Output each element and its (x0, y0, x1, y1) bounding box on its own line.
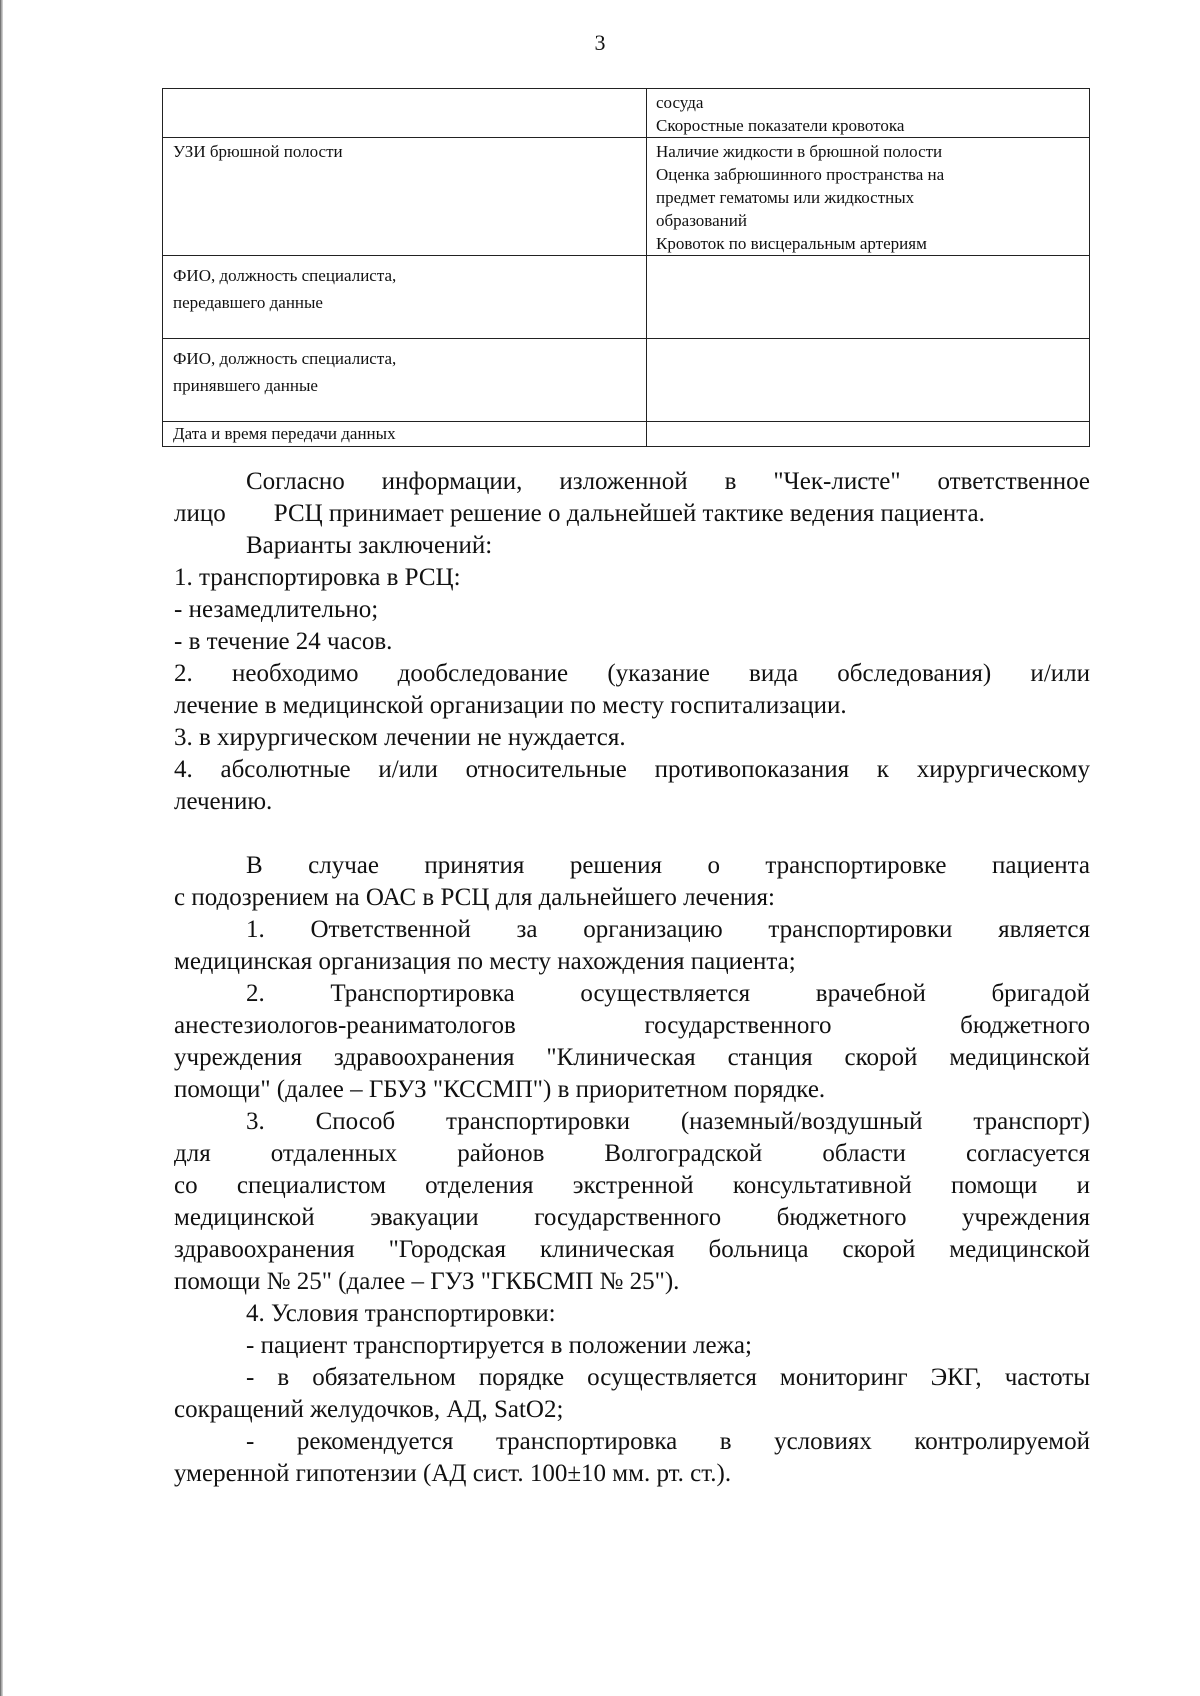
table-cell (647, 422, 1090, 447)
list-item: лечение в медицинской организации по месту госпитализации. (174, 692, 847, 719)
paragraph-line: 2. Транспортировка осуществляется врачебной бригадой (246, 980, 1090, 1007)
scan-edge (0, 0, 3, 1696)
paragraph-line: Варианты заключений: (246, 532, 493, 559)
paragraph-line: 1. Ответственной за организацию транспортировки является (246, 916, 1090, 943)
cell-line: предмет гематомы или жидкостных (656, 188, 915, 207)
list-item: - незамедлительно; (174, 596, 379, 623)
page-number: 3 (594, 30, 606, 55)
cell-line: Скоростные показатели кровотока (656, 116, 905, 135)
cell-line: Оценка забрюшинного пространства на (656, 165, 945, 184)
table-cell (647, 138, 1090, 256)
paragraph-line: медицинской эвакуации государственного бюджетного учреждения (174, 1204, 1090, 1231)
table-cell (163, 339, 647, 422)
list-item: - в течение 24 часов. (174, 628, 393, 655)
paragraph-line: сокращений желудочков, АД, SatO2; (174, 1396, 564, 1423)
cell-line: ФИО, должность специалиста, (173, 349, 397, 368)
paragraph-line: - в обязательном порядке осуществляется мониторинг ЭКГ, частоты (246, 1364, 1090, 1391)
table-row (163, 256, 1090, 339)
paragraph-line: умеренной гипотензии (АД сист. 100±10 мм. рт. ст.). (174, 1460, 732, 1487)
cell-line: ФИО, должность специалиста, (173, 266, 397, 285)
cell-line: Дата и время передачи данных (173, 424, 396, 443)
table-cell (163, 138, 647, 256)
paragraph-line: - рекомендуется транспортировка в условиях контролируемой (246, 1428, 1090, 1455)
paragraph-line: 3. Способ транспортировки (наземный/воздушный транспорт) (246, 1108, 1090, 1135)
paragraph-line: учреждения здравоохранения "Клиническая станция скорой медицинской (174, 1044, 1090, 1071)
paragraph-line: анестезиологов-реаниматологов государственного бюджетного (174, 1012, 1090, 1039)
cell-line: образований (656, 211, 747, 230)
table-cell (647, 339, 1090, 422)
table-cell (163, 256, 647, 339)
table-cell (163, 422, 647, 447)
table-row (163, 89, 1090, 138)
paragraph-line: - пациент транспортируется в положении лежа; (246, 1332, 752, 1359)
table-row (163, 339, 1090, 422)
paragraph-line: В случае принятия решения о транспортировке пациента (246, 852, 1090, 879)
paragraph-line: Согласно информации, изложенной в "Чек-листе" ответственное (246, 468, 1090, 495)
cell-line: Наличие жидкости в брюшной полости (656, 142, 943, 161)
cell-line: принявшего данные (173, 376, 318, 395)
body-text (174, 466, 1090, 1490)
list-item: 4. абсолютные и/или относительные противопоказания к хирургическому (174, 756, 1090, 783)
paragraph-line: 4. Условия транспортировки: (246, 1300, 556, 1327)
list-item: 3. в хирургическом лечении не нуждается. (174, 724, 626, 751)
table-row (163, 138, 1090, 256)
list-item: 1. транспортировка в РСЦ: (174, 564, 461, 591)
paragraph-line: с подозрением на ОАС в РСЦ для дальнейшего лечения: (174, 884, 775, 911)
paragraph-line: медицинская организация по месту нахождения пациента; (174, 948, 796, 975)
paragraph-line: со специалистом отделения экстренной консультативной помощи и (174, 1172, 1090, 1199)
cell-line: передавшего данные (173, 293, 323, 312)
list-item: лечению. (174, 788, 273, 815)
text-fragment: лицо (174, 500, 226, 527)
list-item: 2. необходимо дообследование (указание вида обследования) и/или (174, 660, 1090, 687)
paragraph-line: здравоохранения "Городская клиническая больница скорой медицинской (174, 1236, 1090, 1263)
paragraph-line: для отдаленных районов Волгоградской области согласуется (174, 1140, 1090, 1167)
cell-line: сосуда (656, 93, 704, 112)
table-row (163, 422, 1090, 447)
table-cell (647, 89, 1090, 138)
cell-line: Кровоток по висцеральным артериям (656, 234, 927, 253)
table-cell (163, 89, 647, 138)
checklist-table (162, 88, 1090, 447)
paragraph-line (174, 498, 1090, 530)
table-cell (647, 256, 1090, 339)
paragraph-line: помощи" (далее – ГБУЗ "КССМП") в приоритетном порядке. (174, 1076, 826, 1103)
paragraph-line: помощи № 25" (далее – ГУЗ "ГКБСМП № 25"). (174, 1268, 680, 1295)
text-fragment: РСЦ принимает решение о дальнейшей тактике ведения пациента. (273, 500, 985, 527)
cell-line: УЗИ брюшной полости (173, 142, 343, 161)
